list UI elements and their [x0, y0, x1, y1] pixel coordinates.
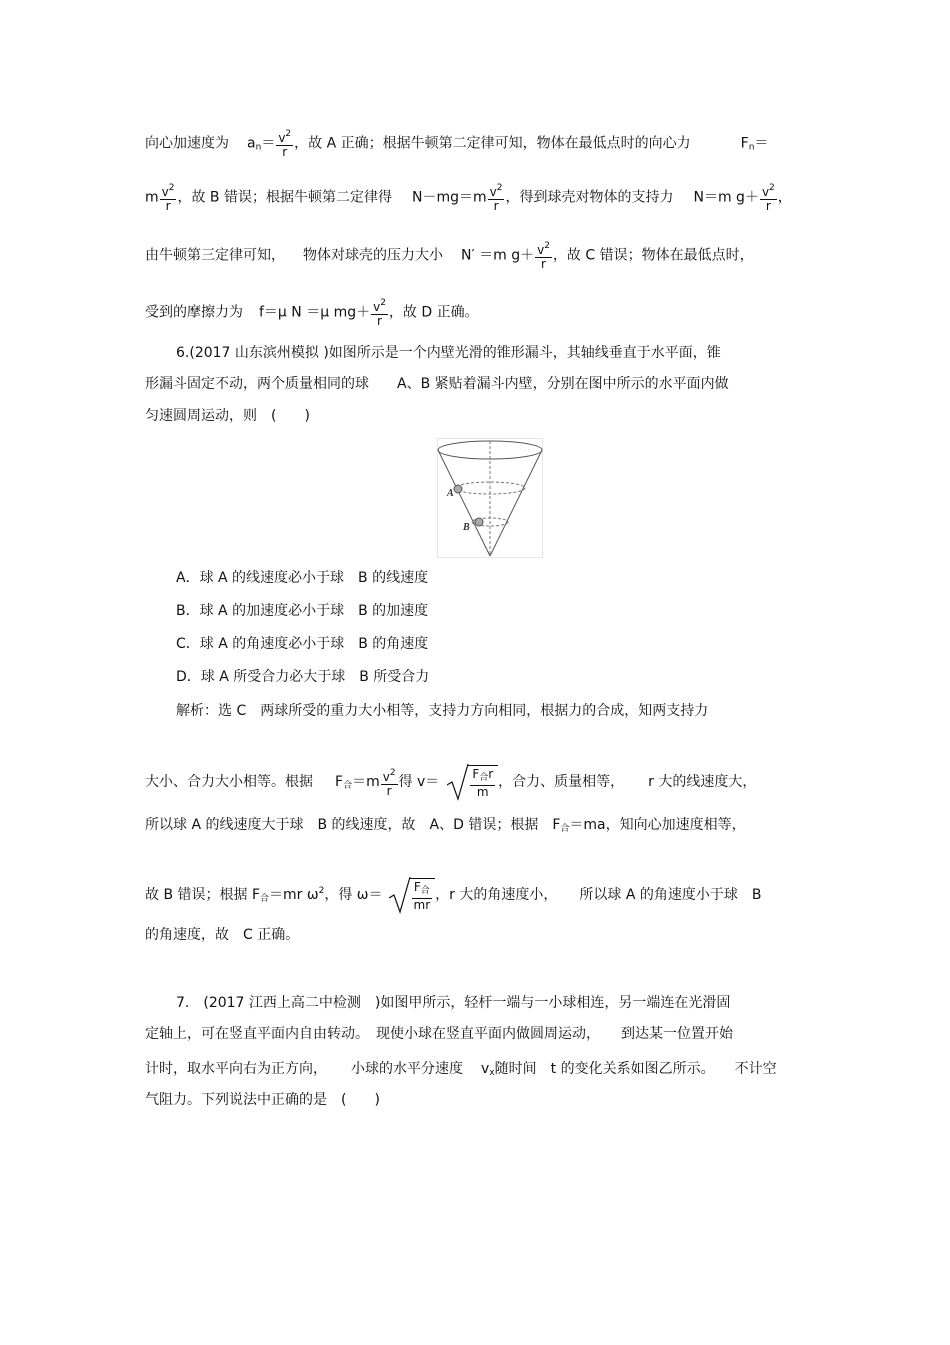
text: 受到的摩擦力为: [145, 304, 243, 321]
sol6-line-2: [145, 763, 756, 801]
text: ，得 ω＝: [324, 887, 383, 903]
label-b: B: [463, 522, 470, 533]
subscript: n: [255, 142, 262, 153]
q6-option-a: A．球 A 的线速度必小于球 B 的线速度: [176, 570, 429, 586]
text: F: [335, 774, 344, 790]
label-a: A: [447, 488, 454, 499]
text: ＝: [754, 135, 769, 152]
text: F: [552, 817, 561, 833]
cone-funnel-diagram: [437, 438, 543, 558]
subscript: 合: [560, 824, 570, 834]
text: ＝: [261, 135, 276, 152]
ball-b: [475, 518, 483, 526]
text: ＝m: [352, 774, 380, 790]
text: N－mg＝m: [412, 189, 487, 206]
text: 大小、合力大小相等。根据: [145, 774, 313, 790]
text: ，故 B 错误；根据牛顿第二定律得: [177, 189, 392, 206]
text: 计时，取水平向右为正方向，: [145, 1061, 327, 1077]
text: r 大的线速度大，: [648, 774, 757, 790]
text: ＝ma，知向心加速度相等，: [569, 817, 746, 833]
q6-line-1: 6.(2017 山东滨州模拟 )如图所示是一个内壁光滑的锥形漏斗，其轴线垂直于水平面，锥: [176, 345, 721, 361]
q6-line-3: 匀速圆周运动，则 ( ): [145, 408, 310, 424]
text: v: [481, 1061, 490, 1077]
q7-line-3: [145, 1059, 777, 1083]
text: N＝m g＋: [693, 189, 759, 206]
fraction: $\frac{v^2}{r}$: [537, 241, 550, 271]
sqrt-fraction: $\frac{F_合}{mr}$: [389, 876, 436, 914]
q6-line-2: 形漏斗固定不动，两个质量相同的球 A、B 紧贴着漏斗内壁，分别在图中所示的水平面内做: [145, 376, 729, 392]
text: 所以球 A 的角速度小于球 B: [579, 887, 762, 903]
text: ＝mr ω: [269, 887, 319, 903]
sol6-line-3: [145, 815, 746, 839]
text: F: [740, 135, 749, 152]
text: ，r 大的角速度小，: [435, 887, 558, 903]
cone-funnel-figure: [437, 438, 543, 558]
p1-line-1: [145, 128, 768, 159]
text: ，合力、质量相等，: [498, 774, 625, 790]
fraction: $\frac{v^2}{r}$: [761, 183, 775, 213]
sol6-line-1: 解析：选 C 两球所受的重力大小相等，支持力方向相同，根据力的合成，知两支持力: [176, 703, 709, 719]
q6-option-c: C．球 A 的角速度必小于球 B 的角速度: [176, 636, 429, 652]
sol6-line-4: [145, 876, 761, 914]
subscript: 合: [343, 781, 353, 791]
text: ，故 D 正确。: [388, 304, 479, 321]
p1-line-4: [145, 297, 479, 328]
text: 故 B 错误；根据 F: [145, 887, 261, 903]
text: 物体对球壳的压力大小: [303, 247, 443, 264]
fraction: $\frac{v^2}{r}$: [278, 129, 292, 159]
sqrt-fraction: $\frac{F_合r}{m}$: [447, 763, 498, 801]
text: 随时间 t 的变化关系如图乙所示。: [494, 1061, 715, 1077]
text: ，: [777, 189, 792, 206]
text: m: [145, 189, 159, 206]
q7-line-1: 7. (2017 江西上高二中检测 )如图甲所示，轻杆一端与一小球相连，另一端连在光滑固: [176, 995, 731, 1011]
text: 向心加速度为: [145, 135, 229, 152]
subscript: x: [489, 1068, 495, 1078]
text: N′ ＝m g＋: [461, 247, 535, 264]
text: 小球的水平分速度: [351, 1061, 463, 1077]
subscript: 合: [260, 894, 270, 904]
subscript: n: [748, 142, 755, 153]
text: 不计空: [734, 1061, 777, 1077]
text: 得 v＝: [398, 774, 440, 790]
text: f＝μ N ＝μ mg＋: [259, 304, 371, 321]
q7-line-4: 气阻力。下列说法中正确的是 ( ): [145, 1092, 380, 1108]
superscript: 2: [318, 886, 325, 896]
fraction: $\frac{v^2}{r}$: [382, 767, 396, 798]
q7-line-2: 定轴上，可在竖直平面内自由转动。 现使小球在竖直平面内做圆周运动， 到达某一位置开始: [145, 1026, 733, 1042]
text: a: [247, 135, 256, 152]
p1-line-2: [145, 182, 792, 213]
text: ，得到球壳对物体的支持力: [505, 189, 674, 206]
sol6-line-5: 的角速度，故 C 正确。: [145, 927, 300, 943]
fraction: $\frac{v^2}{r}$: [489, 183, 503, 213]
p1-line-3: [145, 240, 754, 271]
ball-a: [454, 485, 462, 493]
fraction: $\frac{v^2}{r}$: [373, 298, 386, 328]
text: 由牛顿第三定律可知，: [145, 247, 285, 264]
q6-option-b: B．球 A 的加速度必小于球 B 的加速度: [176, 603, 429, 619]
text: 所以球 A 的线速度大于球 B 的线速度，故 A、D 错误；根据: [145, 817, 539, 833]
text: ，故 C 错误；物体在最低点时，: [552, 247, 754, 264]
text: ，故 A 正确；根据牛顿第二定律可知，物体在最低点时的向心力: [294, 135, 691, 152]
q6-option-d: D．球 A 所受合力必大于球 B 所受合力: [176, 669, 430, 685]
fraction: $\frac{v^2}{r}$: [161, 183, 175, 213]
